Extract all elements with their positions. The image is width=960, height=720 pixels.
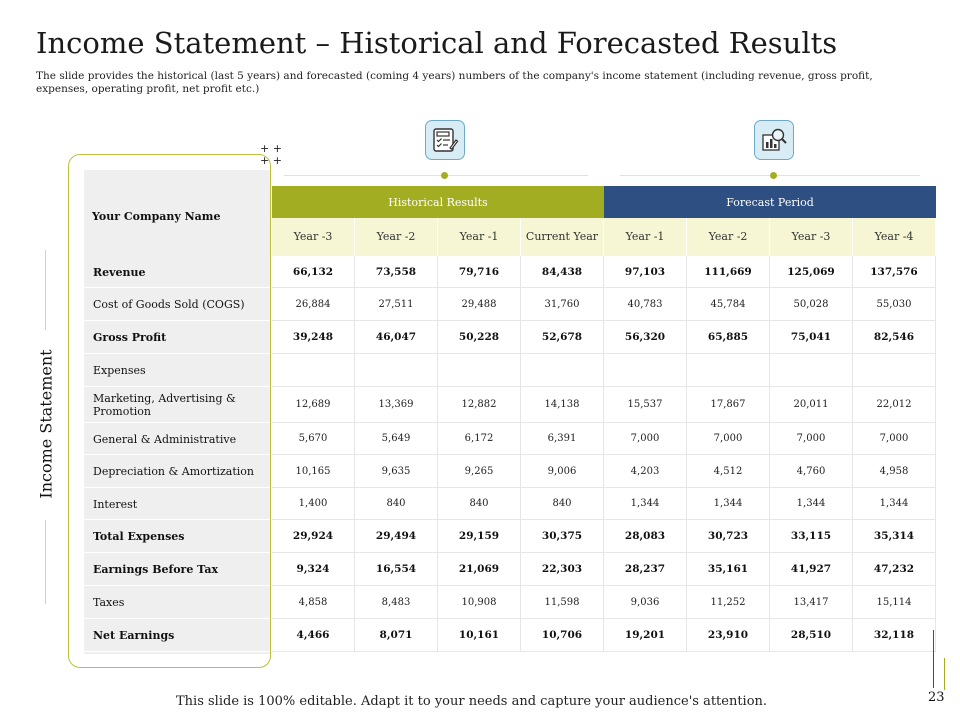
year-header-cell: Year -4 xyxy=(853,218,936,256)
table-cell: 56,320 xyxy=(604,321,687,354)
table-cell: 73,558 xyxy=(355,256,438,288)
forecast-connector-dot xyxy=(770,172,777,179)
side-divider-bottom xyxy=(45,520,46,604)
year-header-cell: Year -3 xyxy=(770,218,853,256)
row-label: Expenses xyxy=(93,364,146,377)
table-cell: 19,201 xyxy=(604,619,687,652)
year-header-cell: Year -2 xyxy=(355,218,438,256)
table-cell xyxy=(770,354,853,387)
document-checklist-icon xyxy=(425,120,465,160)
table-cell: 35,161 xyxy=(687,553,770,586)
table-cell: 30,375 xyxy=(521,520,604,553)
table-cell: 9,036 xyxy=(604,586,687,619)
table-cell: 35,314 xyxy=(853,520,936,553)
table-cell: 40,783 xyxy=(604,288,687,321)
table-cell: 30,723 xyxy=(687,520,770,553)
table-cell: 5,649 xyxy=(355,423,438,455)
table-cell: 7,000 xyxy=(853,423,936,455)
row-label: Cost of Goods Sold (COGS) xyxy=(93,298,245,311)
table-cell: 15,537 xyxy=(604,387,687,423)
table-cell: 5,670 xyxy=(272,423,355,455)
table-cell: 9,324 xyxy=(272,553,355,586)
table-cell: 7,000 xyxy=(604,423,687,455)
table-cell xyxy=(272,354,355,387)
page-number: 23 xyxy=(928,690,945,705)
table-cell: 11,252 xyxy=(687,586,770,619)
table-cell: 28,510 xyxy=(770,619,853,652)
table-cell: 13,369 xyxy=(355,387,438,423)
table-cell: 1,344 xyxy=(853,488,936,520)
row-label: Net Earnings xyxy=(93,629,175,642)
table-cell: 27,511 xyxy=(355,288,438,321)
table-cell: 1,344 xyxy=(604,488,687,520)
row-label: Taxes xyxy=(93,596,125,609)
table-cell xyxy=(853,354,936,387)
row-label: Revenue xyxy=(93,265,146,279)
table-cell: 97,103 xyxy=(604,256,687,288)
table-cell: 32,118 xyxy=(853,619,936,652)
slide-title: Income Statement – Historical and Forecasted Results xyxy=(36,26,838,60)
table-cell: 9,265 xyxy=(438,455,521,488)
table-cell: 29,159 xyxy=(438,520,521,553)
historical-connector-dot xyxy=(441,172,448,179)
table-cell: 17,867 xyxy=(687,387,770,423)
row-label: Earnings Before Tax xyxy=(93,563,219,576)
footer-note: This slide is 100% editable. Adapt it to your needs and capture your audience's attention. xyxy=(176,694,768,709)
table-cell: 4,958 xyxy=(853,455,936,488)
table-cell: 29,494 xyxy=(355,520,438,553)
table-cell: 9,635 xyxy=(355,455,438,488)
table-cell: 840 xyxy=(438,488,521,520)
table-cell: 840 xyxy=(355,488,438,520)
table-cell: 9,006 xyxy=(521,455,604,488)
table-cell: 82,546 xyxy=(853,321,936,354)
row-label: Total Expenses xyxy=(93,530,185,543)
table-cell: 4,203 xyxy=(604,455,687,488)
table-cell: 50,228 xyxy=(438,321,521,354)
table-cell: 1,400 xyxy=(272,488,355,520)
year-header-cell: Year -2 xyxy=(687,218,770,256)
table-cell: 1,344 xyxy=(687,488,770,520)
plus-decoration-icon: + + + + xyxy=(260,142,282,167)
table-cell xyxy=(438,354,521,387)
table-cell: 15,114 xyxy=(853,586,936,619)
table-cell: 21,069 xyxy=(438,553,521,586)
year-header-cell: Year -1 xyxy=(604,218,687,256)
table-cell: 33,115 xyxy=(770,520,853,553)
table-cell: 29,488 xyxy=(438,288,521,321)
year-header-cell: Current Year xyxy=(521,218,604,256)
table-cell: 10,908 xyxy=(438,586,521,619)
year-header-cell: Year -3 xyxy=(272,218,355,256)
table-cell xyxy=(521,354,604,387)
table-cell: 4,512 xyxy=(687,455,770,488)
side-divider-top xyxy=(45,250,46,330)
table-cell: 28,237 xyxy=(604,553,687,586)
table-cell: 46,047 xyxy=(355,321,438,354)
table-cell: 8,071 xyxy=(355,619,438,652)
table-cell: 55,030 xyxy=(853,288,936,321)
table-cell: 14,138 xyxy=(521,387,604,423)
table-cell: 26,884 xyxy=(272,288,355,321)
table-cell: 16,554 xyxy=(355,553,438,586)
table-cell: 66,132 xyxy=(272,256,355,288)
table-cell: 125,069 xyxy=(770,256,853,288)
table-cell xyxy=(687,354,770,387)
table-cell: 8,483 xyxy=(355,586,438,619)
table-cell: 50,028 xyxy=(770,288,853,321)
table-cell: 6,172 xyxy=(438,423,521,455)
table-cell: 12,689 xyxy=(272,387,355,423)
table-cell: 10,161 xyxy=(438,619,521,652)
table-cell: 7,000 xyxy=(770,423,853,455)
table-cell: 20,011 xyxy=(770,387,853,423)
table-cell: 13,417 xyxy=(770,586,853,619)
table-cell: 28,083 xyxy=(604,520,687,553)
row-label: Interest xyxy=(93,497,138,511)
table-cell: 840 xyxy=(521,488,604,520)
table-cell: 29,924 xyxy=(272,520,355,553)
table-cell: 52,678 xyxy=(521,321,604,354)
year-header-cell: Year -1 xyxy=(438,218,521,256)
table-cell: 31,760 xyxy=(521,288,604,321)
table-cell: 10,165 xyxy=(272,455,355,488)
table-cell: 23,910 xyxy=(687,619,770,652)
table-cell: 4,858 xyxy=(272,586,355,619)
table-cell: 75,041 xyxy=(770,321,853,354)
table-cell: 111,669 xyxy=(687,256,770,288)
magnifier-chart-icon xyxy=(754,120,794,160)
table-cell: 4,466 xyxy=(272,619,355,652)
row-label: Marketing, Advertising & Promotion xyxy=(93,392,236,418)
table-cell: 41,927 xyxy=(770,553,853,586)
table-cell: 47,232 xyxy=(853,553,936,586)
table-cell: 84,438 xyxy=(521,256,604,288)
table-cell: 22,303 xyxy=(521,553,604,586)
corner-decoration-blue xyxy=(933,630,934,688)
historical-results-header: Historical Results xyxy=(272,186,604,218)
corner-decoration-green xyxy=(944,658,945,690)
row-separator xyxy=(84,651,270,652)
table-cell: 4,760 xyxy=(770,455,853,488)
table-cell: 137,576 xyxy=(853,256,936,288)
table-cell: 10,706 xyxy=(521,619,604,652)
table-cell xyxy=(604,354,687,387)
table-cell: 45,784 xyxy=(687,288,770,321)
table-cell xyxy=(355,354,438,387)
row-label: General & Administrative xyxy=(93,432,237,446)
slide-subtitle: The slide provides the historical (last 5 years) and forecasted (coming 4 years) numbers of the company's income statement (including revenue, gross profit, expenses, operating profit, net profit etc.) xyxy=(36,70,873,95)
table-cell: 39,248 xyxy=(272,321,355,354)
side-label: Income Statement xyxy=(36,349,56,499)
table-cell: 22,012 xyxy=(853,387,936,423)
table-cell: 6,391 xyxy=(521,423,604,455)
table-cell: 79,716 xyxy=(438,256,521,288)
table-cell: 65,885 xyxy=(687,321,770,354)
table-cell: 1,344 xyxy=(770,488,853,520)
row-label: Gross Profit xyxy=(93,331,167,344)
company-name-header: Your Company Name xyxy=(92,210,221,223)
row-label: Depreciation & Amortization xyxy=(93,465,254,478)
table-cell: 11,598 xyxy=(521,586,604,619)
historical-connector-line xyxy=(284,175,588,176)
table-cell: 7,000 xyxy=(687,423,770,455)
table-cell: 12,882 xyxy=(438,387,521,423)
forecast-period-header: Forecast Period xyxy=(604,186,936,218)
